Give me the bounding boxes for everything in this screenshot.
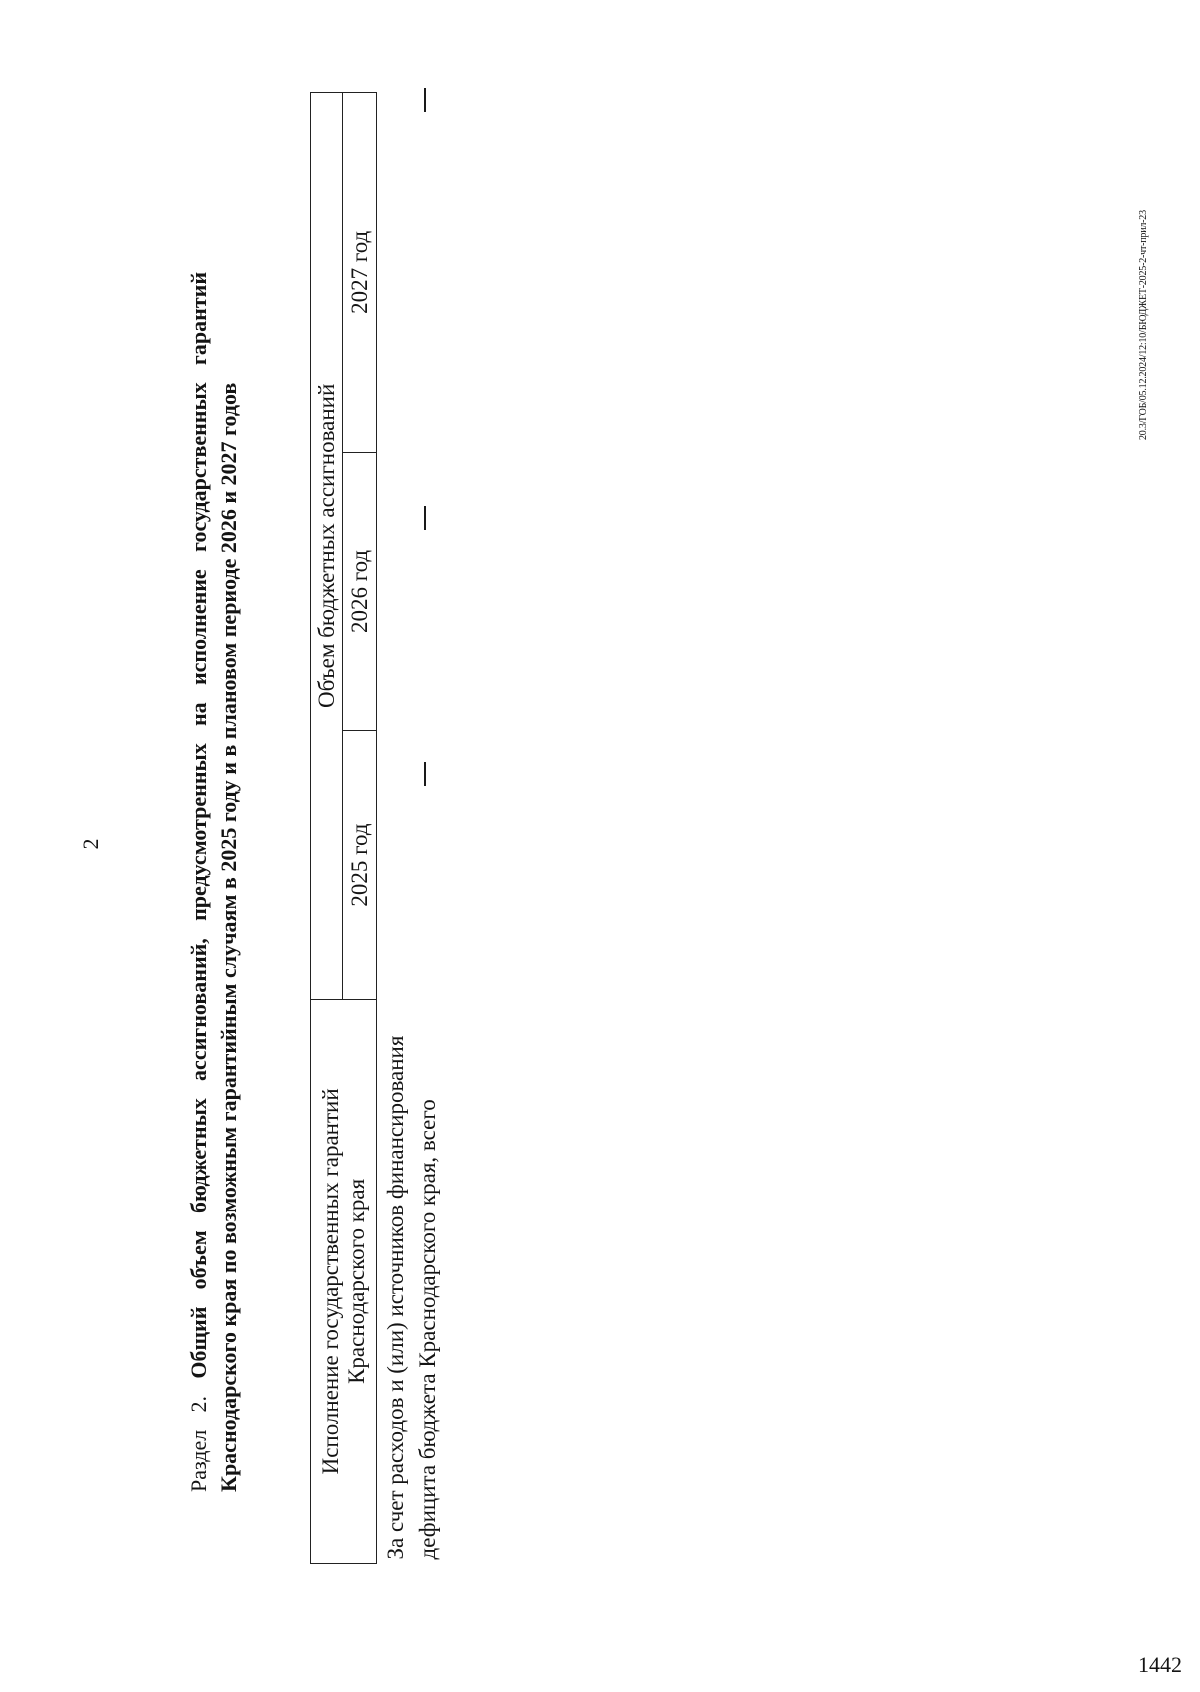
- header-year-2026: 2026 год: [343, 452, 377, 731]
- section-title: [184, 272, 244, 1492]
- guarantees-table: [310, 92, 447, 1564]
- page-number-bottom: 1442: [1138, 1652, 1182, 1677]
- page-number-top: 2: [78, 838, 103, 850]
- row-label: За счет расходов и (или) источников финансирования дефицита бюджета Краснодарского края, всего: [383, 1035, 440, 1560]
- section-prefix: Раздел 2.: [186, 1378, 211, 1492]
- dash-value-2027: [424, 88, 426, 112]
- header-year-2027: 2027 год: [343, 93, 377, 453]
- dash-value-2025: [424, 762, 426, 786]
- header-guarantees-execution: Исполнение государственных гарантий Краснодарского края: [311, 999, 377, 1563]
- header-budget-allocation-volume: Объем бюджетных ассигнований: [311, 93, 343, 1000]
- table-row: [377, 93, 448, 1564]
- document-stamp: 20.3/ГОБ/05.12.2024/12:10/БЮДЖЕТ-2025-2-чт-прил-23: [1138, 210, 1149, 440]
- section-heading: Общий объем бюджетных ассигнований, предусмотренных на исполнение государственных гарантий Краснодарского края по возможным гарантийным случаям в 2025 году и в плановом периоде 2026 и 2027 годов: [186, 272, 241, 1492]
- dash-value-2026: [424, 506, 426, 530]
- header-year-2025: 2025 год: [343, 731, 377, 999]
